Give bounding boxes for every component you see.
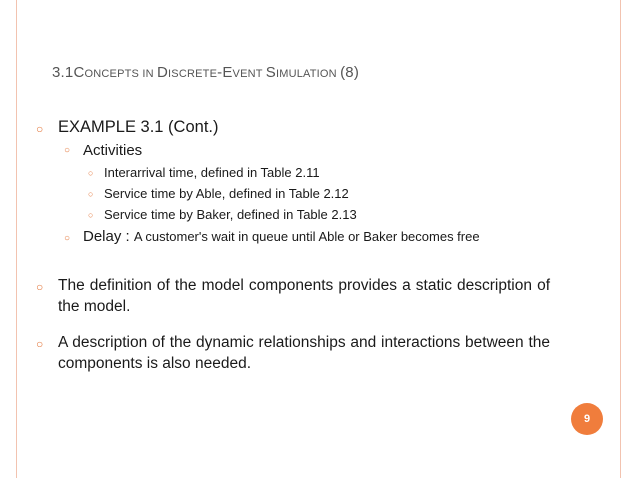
bullet-icon: ○ xyxy=(88,168,94,178)
activity-item: Interarrival time, defined in Table 2.11 xyxy=(104,165,320,180)
example-heading: EXAMPLE 3.1 (Cont.) xyxy=(58,118,219,136)
paragraph-static-description: The definition of the model components provides a static description of the model. xyxy=(58,277,550,315)
bullet-icon: ○ xyxy=(88,189,94,199)
delay-label: Delay : xyxy=(83,228,134,245)
paragraph-dynamic-description: A description of the dynamic relationships and interactions between the components is also needed. xyxy=(58,334,550,372)
slide-border-right xyxy=(620,0,621,478)
bullet-icon: ○ xyxy=(36,280,44,294)
slide-title: 3.1CONCEPTS IN DISCRETE-EVENT SIMULATION (8) xyxy=(52,64,360,81)
bullet-icon: ○ xyxy=(64,145,71,156)
delay-text: A customer's wait in queue until Able or Baker becomes free xyxy=(133,229,480,244)
delay-line xyxy=(83,228,480,246)
bullet-icon: ○ xyxy=(88,210,94,220)
bullet-icon: ○ xyxy=(36,122,44,136)
bullet-icon: ○ xyxy=(36,337,44,351)
bullet-icon: ○ xyxy=(64,233,71,244)
slide-border-left xyxy=(16,0,17,478)
activities-label: Activities xyxy=(83,142,143,159)
title-number: 3.1 xyxy=(52,64,74,81)
activity-item: Service time by Baker, defined in Table 2.13 xyxy=(104,207,357,222)
activity-item: Service time by Able, defined in Table 2.12 xyxy=(104,186,349,201)
page-number-badge: 9 xyxy=(571,403,603,435)
